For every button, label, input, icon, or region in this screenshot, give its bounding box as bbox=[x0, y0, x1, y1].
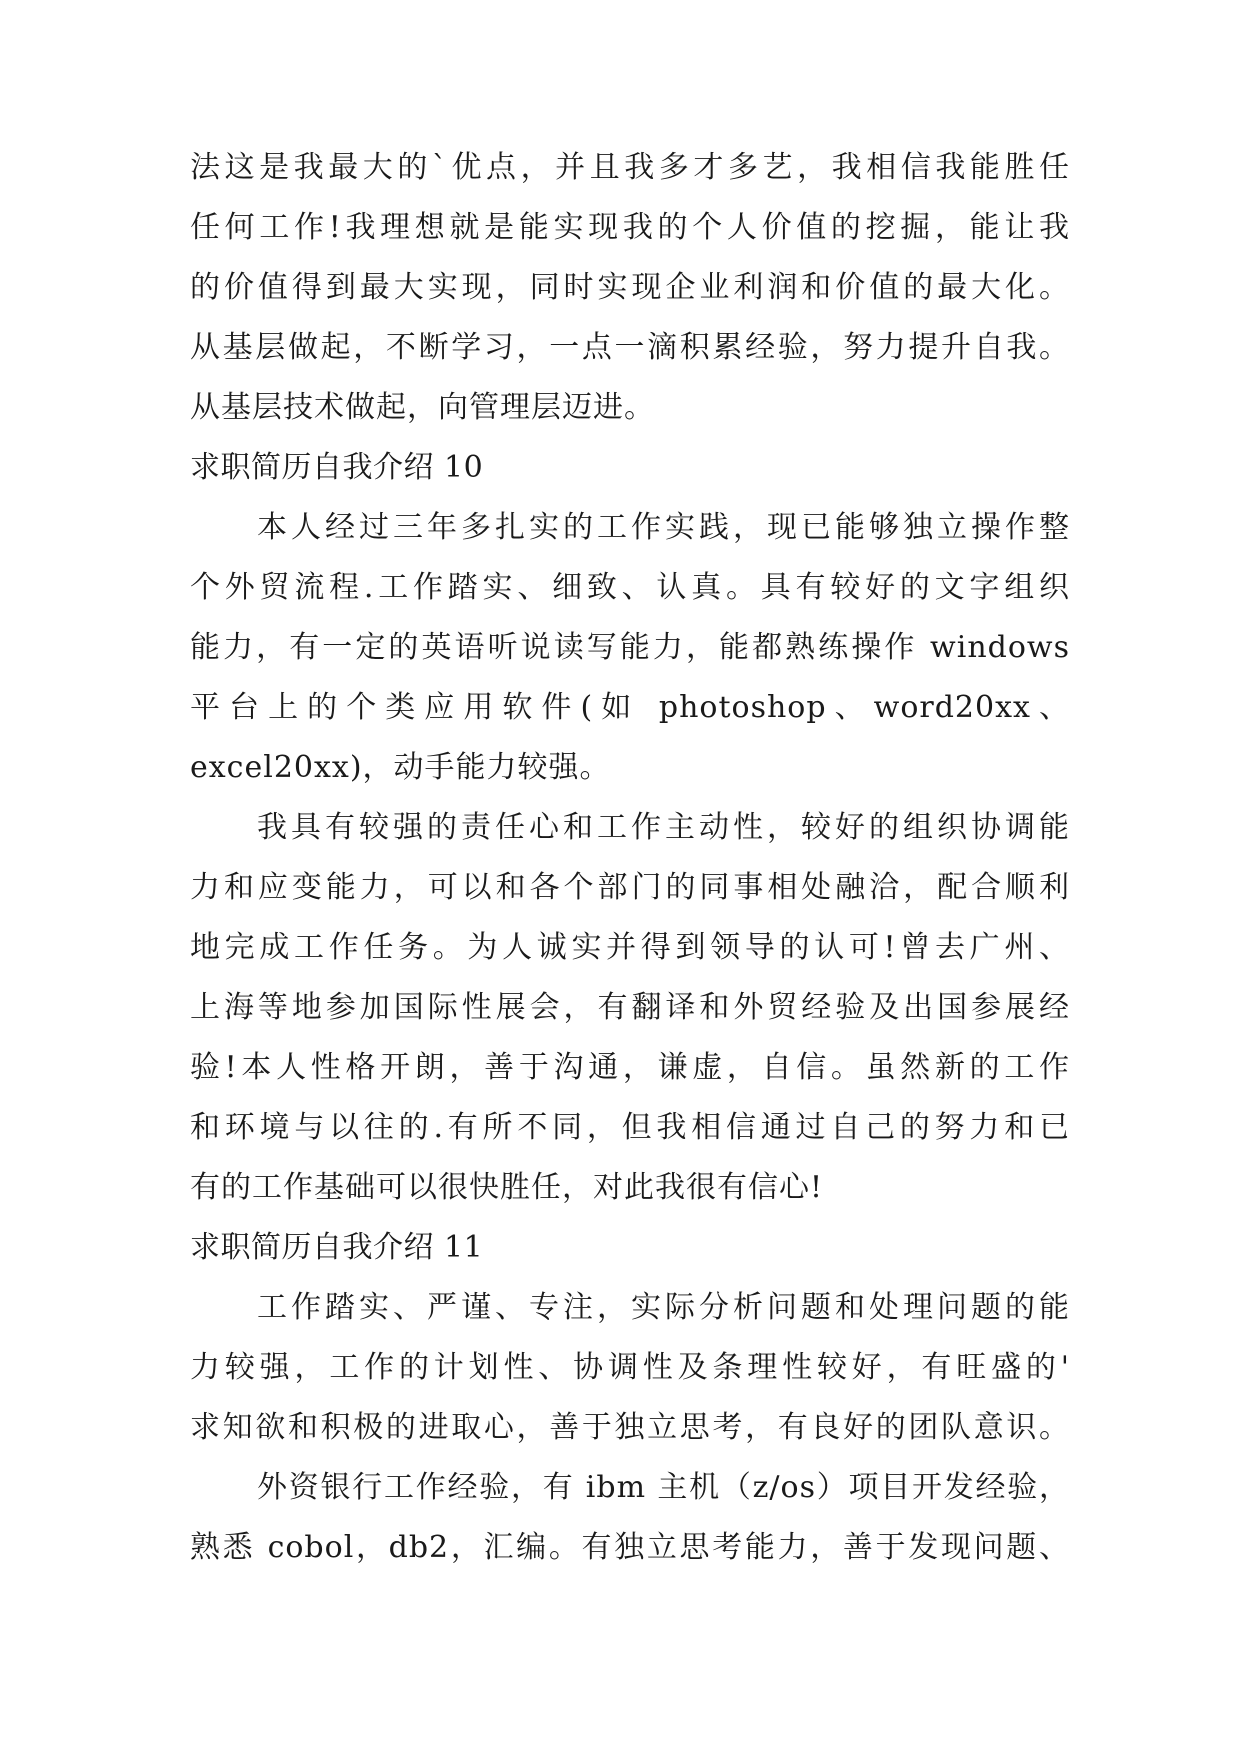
body-text-line: 熟悉 cobol，db2，汇编。有独立思考能力，善于发现问题、 bbox=[190, 1530, 1070, 1565]
body-text-line: 能力，有一定的英语听说读写能力，能都熟练操作 windows bbox=[190, 630, 1070, 665]
body-text-line: 的价值得到最大实现，同时实现企业利润和价值的最大化。 bbox=[190, 270, 1070, 305]
body-text-line: 有的工作基础可以很快胜任，对此我很有信心! bbox=[190, 1170, 824, 1205]
body-text-line: 法这是我最大的`优点，并且我多才多艺，我相信我能胜任 bbox=[190, 150, 1070, 185]
body-text-line: 本人经过三年多扎实的工作实践，现已能够独立操作整 bbox=[257, 510, 1070, 545]
body-text-line: 工作踏实、严谨、专注，实际分析问题和处理问题的能 bbox=[257, 1290, 1070, 1325]
body-text-line: 我具有较强的责任心和工作主动性，较好的组织协调能 bbox=[257, 810, 1070, 845]
body-text-line: 任何工作!我理想就是能实现我的个人价值的挖掘，能让我 bbox=[190, 210, 1070, 245]
body-text-line: 外资银行工作经验，有 ibm 主机（z/os）项目开发经验， bbox=[257, 1470, 1070, 1505]
body-text-line: 平台上的个类应用软件(如 photoshop、word20xx、 bbox=[190, 690, 1070, 725]
body-text-line: 地完成工作任务。为人诚实并得到领导的认可!曾去广州、 bbox=[190, 930, 1070, 965]
body-text-line: excel20xx)，动手能力较强。 bbox=[190, 750, 611, 785]
body-text-line: 个外贸流程.工作踏实、细致、认真。具有较好的文字组织 bbox=[190, 570, 1070, 605]
body-text-line: 从基层技术做起，向管理层迈进。 bbox=[190, 390, 655, 425]
body-text-line: 和环境与以往的.有所不同，但我相信通过自己的努力和已 bbox=[190, 1110, 1070, 1145]
body-text-line: 验!本人性格开朗，善于沟通，谦虚，自信。虽然新的工作 bbox=[190, 1050, 1070, 1085]
body-text-line: 从基层做起，不断学习，一点一滴积累经验，努力提升自我。 bbox=[190, 330, 1070, 365]
body-text-line: 求知欲和积极的进取心，善于独立思考，有良好的团队意识。 bbox=[190, 1410, 1070, 1445]
body-text-line: 力较强，工作的计划性、协调性及条理性较好，有旺盛的' bbox=[190, 1350, 1070, 1385]
body-text-line: 上海等地参加国际性展会，有翻译和外贸经验及出国参展经 bbox=[190, 990, 1070, 1025]
section-heading: 求职简历自我介绍 10 bbox=[190, 450, 484, 485]
body-text-line: 力和应变能力，可以和各个部门的同事相处融洽，配合顺利 bbox=[190, 870, 1070, 905]
section-heading: 求职简历自我介绍 11 bbox=[190, 1230, 484, 1265]
